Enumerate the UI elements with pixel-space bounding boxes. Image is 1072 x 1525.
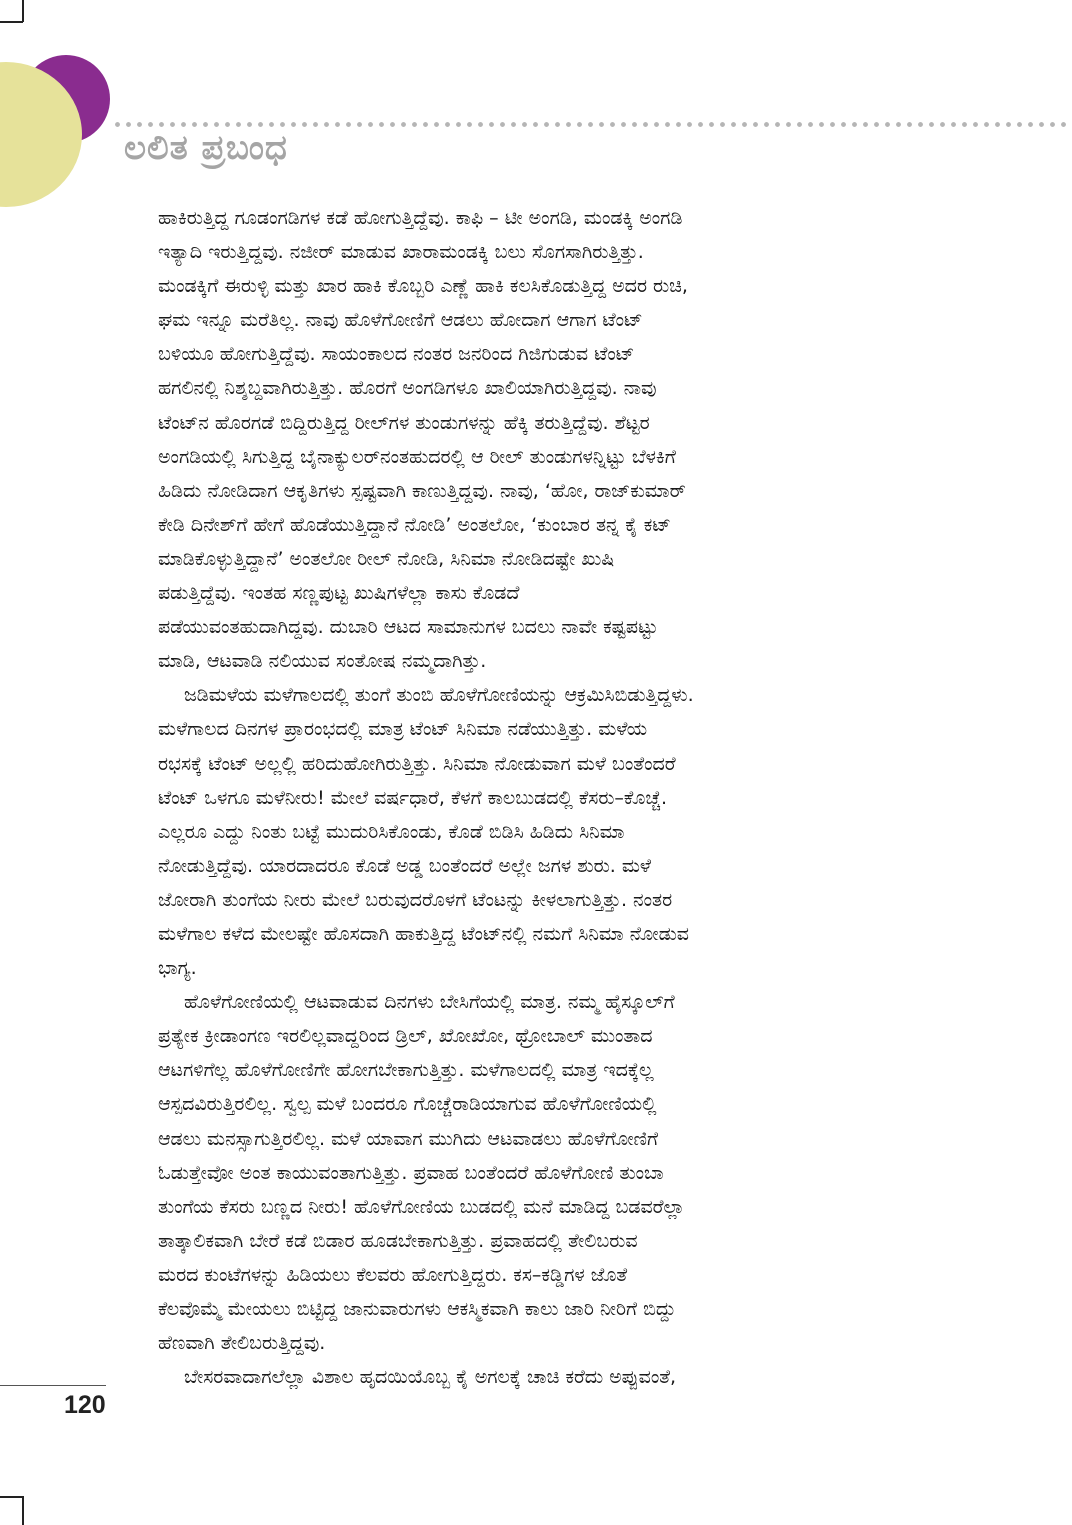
text-line: ಹಿಡಿದು ನೋಡಿದಾಗ ಆಕೃತಿಗಳು ಸ್ಪಷ್ಟವಾಗಿ ಕಾಣುತ್ತಿದ್ದವು. ನಾವು, ‘ಹೋ, ರಾಜ್‌ಕುಮಾರ್ xyxy=(158,479,686,502)
text-line: ತಾತ್ಕಾಲಿಕವಾಗಿ ಬೇರೆ ಕಡೆ ಬಿಡಾರ ಹೂಡಬೇಕಾಗುತ್ತಿತ್ತು. ಪ್ರವಾಹದಲ್ಲಿ ತೇಲಿಬರುವ xyxy=(158,1229,638,1252)
crop-mark-bottom-left-horizontal xyxy=(0,1496,23,1498)
text-line: ಓಡುತ್ತೇವೋ ಅಂತ ಕಾಯುವಂತಾಗುತ್ತಿತ್ತು. ಪ್ರವಾಹ ಬಂತೆಂದರೆ ಹೊಳೆಗೋಣಿ ತುಂಬಾ xyxy=(158,1161,664,1184)
crop-mark-bottom-left-vertical xyxy=(22,1496,24,1525)
text-line: ಕೇಡಿ ದಿನೇಶ್‌ಗೆ ಹೇಗೆ ಹೊಡೆಯುತ್ತಿದ್ದಾನೆ ನೋಡಿ’ ಅಂತಲೋ, ‘ಕುಂಬಾರ ತನ್ನ ಕೈ ಕಟ್ xyxy=(158,513,671,536)
text-line: ಆಡಲು ಮನಸ್ಸಾಗುತ್ತಿರಲಿಲ್ಲ. ಮಳೆ ಯಾವಾಗ ಮುಗಿದು ಆಟವಾಡಲು ಹೊಳೆಗೋಣಿಗೆ xyxy=(158,1127,659,1150)
text-line: ಮಾಡಿಕೊಳ್ಳುತ್ತಿದ್ದಾನೆ’ ಅಂತಲೋ ರೀಲ್ ನೋಡಿ, ಸಿನಿಮಾ ನೋಡಿದಷ್ಟೇ ಖುಷಿ xyxy=(158,547,615,570)
text-line: ಹಗಲಿನಲ್ಲಿ ನಿಶ್ಶಬ್ದವಾಗಿರುತ್ತಿತ್ತು. ಹೊರಗೆ ಅಂಗಡಿಗಳೂ ಖಾಲಿಯಾಗಿರುತ್ತಿದ್ದವು. ನಾವು xyxy=(158,377,657,400)
text-line: ಹೊಳೆಗೋಣಿಯಲ್ಲಿ ಆಟವಾಡುವ ದಿನಗಳು ಬೇಸಿಗೆಯಲ್ಲಿ ಮಾತ್ರ. ನಮ್ಮ ಹೈಸ್ಕೂಲ್‌ಗೆ xyxy=(184,991,675,1014)
text-line: ನೋಡುತ್ತಿದ್ದೆವು. ಯಾರದಾದರೂ ಕೊಡೆ ಅಡ್ಡ ಬಂತೆಂದರೆ ಅಲ್ಲೇ ಜಗಳ ಶುರು. ಮಳೆ xyxy=(158,854,651,877)
essay-body xyxy=(158,201,918,1394)
text-line: ಹೆಣವಾಗಿ ತೇಲಿಬರುತ್ತಿದ್ದವು. xyxy=(158,1332,326,1355)
text-line: ಮಳೆಗಾಲದ ದಿನಗಳ ಪ್ರಾರಂಭದಲ್ಲಿ ಮಾತ್ರ ಟೆಂಟ್ ಸಿನಿಮಾ ನಡೆಯುತ್ತಿತ್ತು. ಮಳೆಯ xyxy=(158,718,648,741)
text-line: ಭಾಗ್ಯ. xyxy=(158,957,197,980)
text-line: ಬಳಿಯೂ ಹೋಗುತ್ತಿದ್ದೆವು. ಸಾಯಂಕಾಲದ ನಂತರ ಜನರಿಂದ ಗಿಜಿಗುಡುವ ಟೆಂಟ್ xyxy=(158,343,635,366)
text-line: ಟೆಂಟ್ ಒಳಗೂ ಮಳೆನೀರು! ಮೇಲೆ ವರ್ಷಧಾರೆ, ಕೆಳಗೆ ಕಾಲಬುಡದಲ್ಲಿ ಕೆಸರು–ಕೊಚ್ಚೆ. xyxy=(158,786,668,809)
text-line: ಮಾಡಿ, ಆಟವಾಡಿ ನಲಿಯುವ ಸಂತೋಷ ನಮ್ಮದಾಗಿತ್ತು. xyxy=(158,650,487,673)
text-line: ಮಂಡಕ್ಕಿಗೆ ಈರುಳ್ಳಿ ಮತ್ತು ಖಾರ ಹಾಕಿ ಕೊಬ್ಬರಿ ಎಣ್ಣೆ ಹಾಕಿ ಕಲಸಿಕೊಡುತ್ತಿದ್ದ ಅದರ ರುಚಿ, xyxy=(158,275,688,298)
text-line: ಇತ್ಯಾದಿ ಇರುತ್ತಿದ್ದವು. ನಜೀರ್ ಮಾಡುವ ಖಾರಾಮಂಡಕ್ಕಿ ಬಲು ಸೊಗಸಾಗಿರುತ್ತಿತ್ತು. xyxy=(158,241,644,264)
text-line: ಹಾಕಿರುತ್ತಿದ್ದ ಗೂಡಂಗಡಿಗಳ ಕಡೆ ಹೋಗುತ್ತಿದ್ದೆವು. ಕಾಫಿ – ಟೀ ಅಂಗಡಿ, ಮಂಡಕ್ಕಿ ಅಂಗಡಿ xyxy=(158,207,683,229)
text-line: ತುಂಗೆಯ ಕೆಸರು ಬಣ್ಣದ ನೀರು! ಹೊಳೆಗೋಣಿಯ ಬುಡದಲ್ಲಿ ಮನೆ ಮಾಡಿದ್ದ ಬಡವರೆಲ್ಲಾ xyxy=(158,1195,685,1218)
crop-mark-top-left-horizontal xyxy=(0,21,23,23)
text-line: ಆಟಗಳಿಗೆಲ್ಲ ಹೊಳೆಗೋಣಿಗೇ ಹೋಗಬೇಕಾಗುತ್ತಿತ್ತು. ಮಳೆಗಾಲದಲ್ಲಿ ಮಾತ್ರ ಇದಕ್ಕೆಲ್ಲ xyxy=(158,1059,654,1082)
section-title: ಲಲಿತ ಪ್ರಬಂಧ xyxy=(124,128,288,168)
text-line: ರಭಸಕ್ಕೆ ಟೆಂಟ್ ಅಲ್ಲಲ್ಲಿ ಹರಿದುಹೋಗಿರುತ್ತಿತ್ತು. ಸಿನಿಮಾ ನೋಡುವಾಗ ಮಳೆ ಬಂತೆಂದರೆ xyxy=(158,752,676,775)
text-line: ಘಮ ಇನ್ನೂ ಮರೆತಿಲ್ಲ. ನಾವು ಹೊಳೆಗೋಣಿಗೆ ಆಡಲು ಹೋದಾಗ ಆಗಾಗ ಟೆಂಟ್ xyxy=(158,309,643,332)
text-line: ಟೆಂಟ್‌ನ ಹೊರಗಡೆ ಬಿದ್ದಿರುತ್ತಿದ್ದ ರೀಲ್‌ಗಳ ತುಂಡುಗಳನ್ನು ಹೆಕ್ಕಿ ತರುತ್ತಿದ್ದೆವು. ಶೆಟ್ಟರ xyxy=(158,411,650,434)
dotted-header-rule xyxy=(112,122,1072,127)
crop-mark-top-left-vertical xyxy=(22,0,24,22)
page-number: 120 xyxy=(64,1391,106,1419)
text-line: ಪಡುತ್ತಿದ್ದೆವು. ಇಂತಹ ಸಣ್ಣಪುಟ್ಟ ಖುಷಿಗಳೆಲ್ಲಾ ಕಾಸು ಕೊಡದೆ xyxy=(158,582,520,605)
text-line: ಜಡಿಮಳೆಯ ಮಳೆಗಾಲದಲ್ಲಿ ತುಂಗೆ ತುಂಬಿ ಹೊಳೆಗೋಣಿಯನ್ನು ಆಕ್ರಮಿಸಿಬಿಡುತ್ತಿದ್ದಳು. xyxy=(184,684,694,707)
text-line: ಬೇಸರವಾದಾಗಲೆಲ್ಲಾ ವಿಶಾಲ ಹೃದಯಿಯೊಬ್ಬ ಕೈ ಅಗಲಕ್ಕೆ ಚಾಚಿ ಕರೆದು ಅಪ್ಪುವಂತೆ, xyxy=(184,1366,677,1389)
text-line: ಪ್ರತ್ಯೇಕ ಕ್ರೀಡಾಂಗಣ ಇರಲಿಲ್ಲವಾದ್ದರಿಂದ ಡ್ರಿಲ್, ಖೋಖೋ, ಥ್ರೋಬಾಲ್ ಮುಂತಾದ xyxy=(158,1025,653,1048)
text-line: ಮಳೆಗಾಲ ಕಳೆದ ಮೇಲಷ್ಟೇ ಹೊಸದಾಗಿ ಹಾಕುತ್ತಿದ್ದ ಟೆಂಟ್‌ನಲ್ಲಿ ನಮಗೆ ಸಿನಿಮಾ ನೋಡುವ xyxy=(158,922,689,945)
text-line: ಎಲ್ಲರೂ ಎದ್ದು ನಿಂತು ಬಟ್ಟೆ ಮುದುರಿಸಿಕೊಂಡು, ಕೊಡೆ ಬಿಡಿಸಿ ಹಿಡಿದು ಸಿನಿಮಾ xyxy=(158,820,625,843)
text-line: ಮರದ ಕುಂಟೆಗಳನ್ನು ಹಿಡಿಯಲು ಕೆಲವರು ಹೋಗುತ್ತಿದ್ದರು. ಕಸ–ಕಡ್ಡಿಗಳ ಜೊತೆ xyxy=(158,1263,628,1286)
text-line: ಅಂಗಡಿಯಲ್ಲಿ ಸಿಗುತ್ತಿದ್ದ ಬೈನಾಕ್ಯುಲರ್‌ನಂತಹುದರಲ್ಲಿ ಆ ರೀಲ್ ತುಂಡುಗಳನ್ನಿಟ್ಟು ಬೆಳಕಿಗೆ xyxy=(158,445,676,468)
text-line: ಕೆಲವೊಮ್ಮೆ ಮೇಯಲು ಬಿಟ್ಟಿದ್ದ ಜಾನುವಾರುಗಳು ಆಕಸ್ಮಿಕವಾಗಿ ಕಾಲು ಜಾರಿ ನೀರಿಗೆ ಬಿದ್ದು xyxy=(158,1298,676,1320)
text-line: ಆಸ್ಪದವಿರುತ್ತಿರಲಿಲ್ಲ. ಸ್ವಲ್ಪ ಮಳೆ ಬಂದರೂ ಗೊಚ್ಚೆರಾಡಿಯಾಗುವ ಹೊಳೆಗೋಣಿಯಲ್ಲಿ xyxy=(158,1093,657,1116)
text-line: ಪಡೆಯುವಂತಹುದಾಗಿದ್ದವು. ದುಬಾರಿ ಆಟದ ಸಾಮಾನುಗಳ ಬದಲು ನಾವೇ ಕಷ್ಟಪಟ್ಟು xyxy=(158,616,658,639)
text-line: ಜೋರಾಗಿ ತುಂಗೆಯ ನೀರು ಮೇಲೆ ಬರುವುದರೊಳಗೆ ಟೆಂಟನ್ನು ಕೀಳಲಾಗುತ್ತಿತ್ತು. ನಂತರ xyxy=(158,888,673,911)
page-number-rule xyxy=(0,1385,106,1386)
